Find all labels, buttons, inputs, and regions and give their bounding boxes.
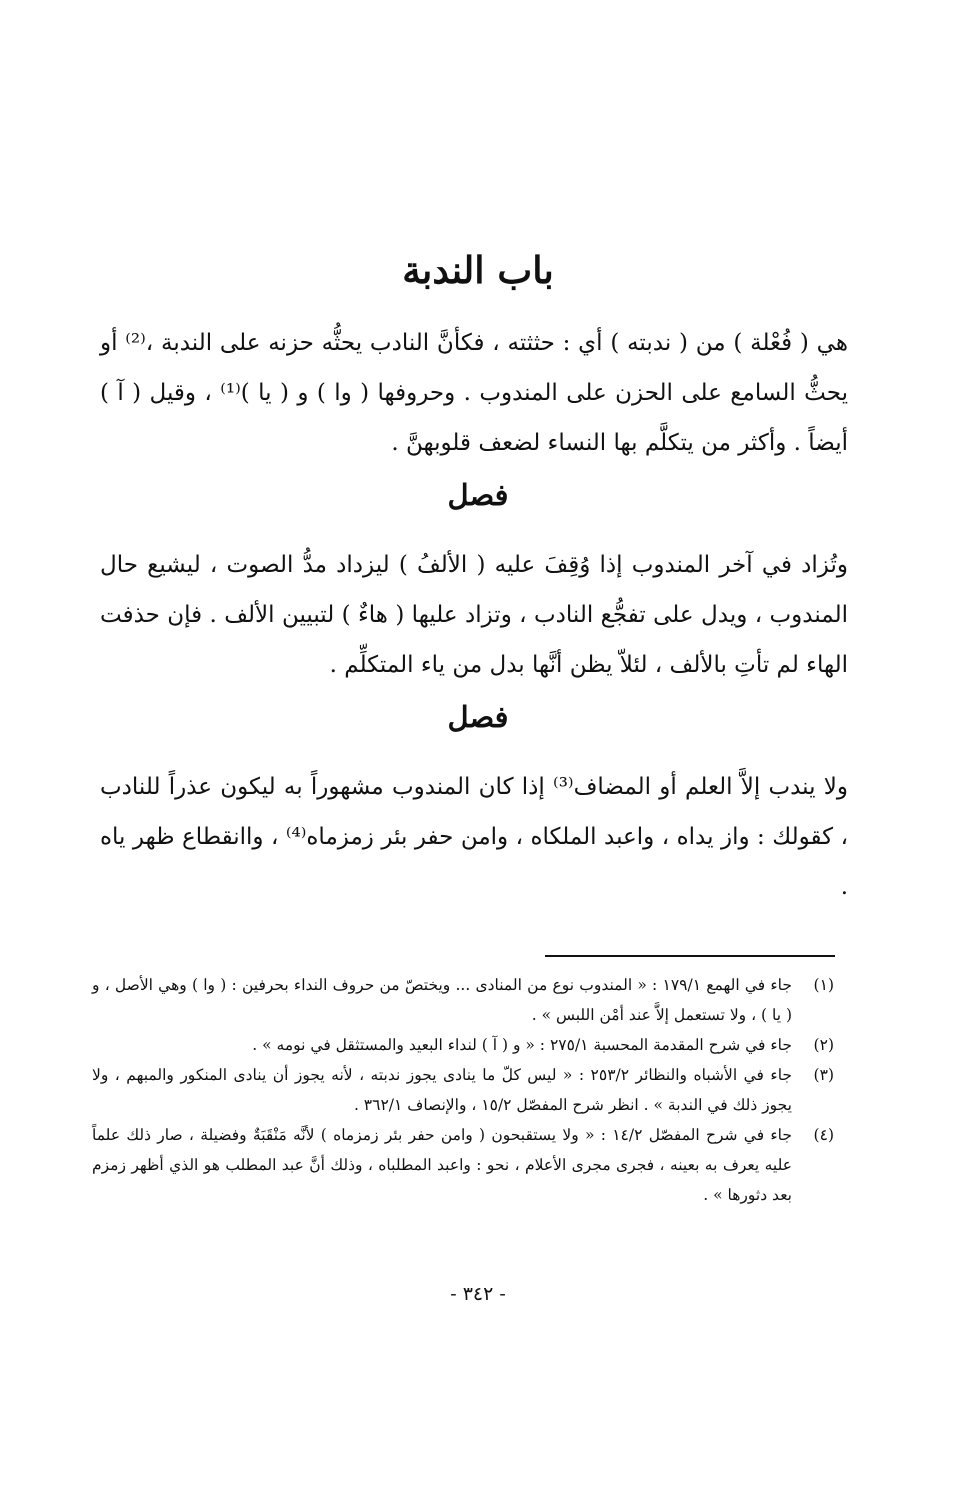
- footnote-text: جاء في شرح المقدمة المحسبة ٢٧٥/١ : « و ( آ ) لنداء البعيد والمستثقل في نومه » .: [252, 1036, 792, 1054]
- footnote-3: [92, 1060, 842, 1120]
- footnote-4: [92, 1120, 842, 1210]
- footnote-text: جاء في شرح المفصّل ١٤/٢ : « ولا يستقبحون ( وامن حفر بئر زمزماه ) لأنَّه مَنْقَبَةٌ وفضيلة ، صار ذلك علماً عليه يعرف به بعينه ، فجرى مجرى الأعلام ، نحو : واعبد المطلباه ، وذلك أنَّ عبد المطلب هو الذي أظهر زمزم بعد دثورها » .: [92, 1126, 792, 1204]
- footnote-number: (٣): [813, 1066, 834, 1084]
- footnote-separator: [545, 955, 835, 957]
- section-heading-1: فصل: [447, 478, 509, 512]
- section-paragraph-2: ولا يندب إلاَّ العلم أو المضاف⁽³⁾ إذا كان المندوب مشهوراً به ليكون عذراً للنادب ، كقولك : واز يداه ، واعبد الملكاه ، وامن حفر بئر زمزماه⁽⁴⁾ ، واانقطاع ظهر ياه .: [100, 774, 848, 900]
- page-number: - ٣٤٢ -: [450, 1283, 506, 1305]
- footnote-2: [92, 1030, 842, 1060]
- footnote-number: (١): [813, 976, 834, 994]
- footnotes: [92, 970, 842, 1210]
- section-paragraph-1: وتُزاد في آخر المندوب إذا وُقِفَ عليه ( الألفُ ) ليزداد مدُّ الصوت ، ليشيع حال المندوب ، ويدل على تفجُّع النادب ، وتزاد عليها ( هاءٌ ) لتبيين الألف . فإن حذفت الهاء لم تأتِ بالألف ، لئلاّ يظن أنَّها بدل من ياء المتكلِّم .: [100, 552, 848, 678]
- chapter-title: باب الندبة: [402, 248, 554, 292]
- footnote-number: (٤): [813, 1126, 834, 1144]
- intro-paragraph: هي ( فُعْلة ) من ( ندبته ) أي : حثثته ، فكأنَّ النادب يحثُّه حزنه على الندبة ،⁽²⁾ أو يحثُّ السامع على الحزن على المندوب . وحروفها ( وا ) و ( يا )⁽¹⁾ ، وقيل ( آ ) أيضاً . وأكثر من يتكلَّم بها النساء لضعف قلوبهنَّ .: [100, 330, 848, 456]
- footnote-text: جاء في الأشباه والنظائر ٢٥٣/٢ : « ليس كلّ ما ينادى يجوز ندبته ، لأنه يجوز أن ينادى المنكور والمبهم ، ولا يجوز ذلك في الندبة » . انظر شرح المفصّل ١٥/٢ ، والإنصاف ٣٦٢/١ .: [92, 1066, 792, 1114]
- section-heading-2: فصل: [447, 700, 509, 734]
- footnote-number: (٢): [813, 1036, 834, 1054]
- footnote-1: [92, 970, 842, 1030]
- footnote-text: جاء في الهمع ١٧٩/١ : « المندوب نوع من المنادى ... ويختصّ من حروف النداء بحرفين : ( وا ) وهي الأصل ، و ( يا ) ، ولا تستعمل إلاَّ عند أمْن اللبس » .: [92, 976, 792, 1024]
